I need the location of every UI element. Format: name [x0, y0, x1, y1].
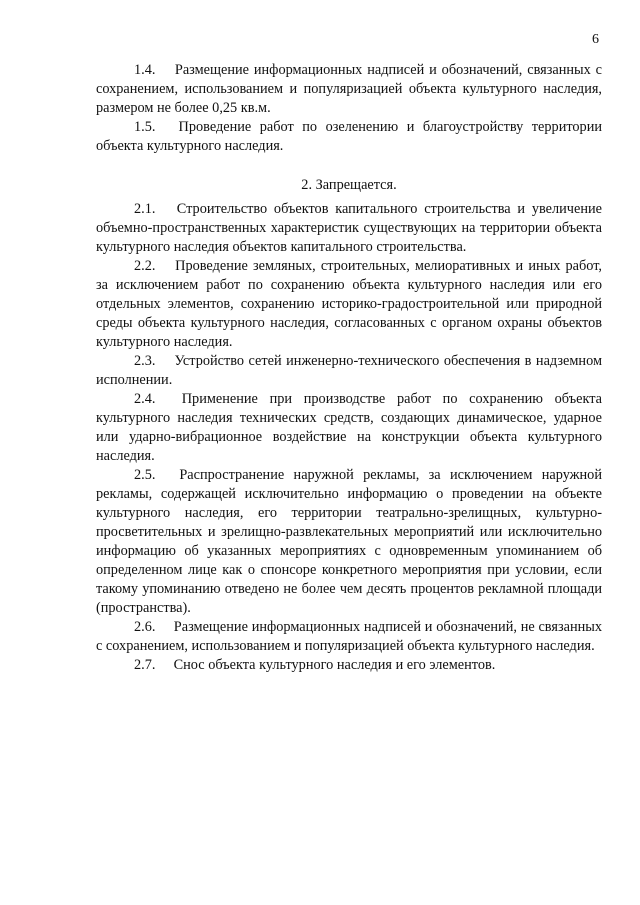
item-number: 2.3.	[134, 353, 156, 369]
list-item	[96, 257, 602, 352]
item-number: 2.6.	[134, 619, 156, 635]
list-item	[96, 466, 602, 618]
page-number: 6	[592, 32, 599, 47]
item-text: Проведение работ по озеленению и благоустройству территории объекта культурного наследия.	[96, 119, 603, 154]
list-item	[96, 118, 602, 156]
item-number: 1.4.	[134, 62, 156, 78]
list-item	[96, 390, 602, 466]
item-text: Устройство сетей инженерно-технического обеспечения в надземном исполнении.	[96, 353, 602, 388]
item-number: 2.7.	[134, 657, 156, 673]
item-number: 1.5.	[134, 119, 156, 135]
item-text: Размещение информационных надписей и обозначений, не связанных с сохранением, использованием и популяризацией объекта культурного наследия.	[96, 619, 602, 654]
list-item	[96, 61, 602, 118]
item-text: Строительство объектов капитального строительства и увеличение объемно-пространственных характеристик существующих на территории объекта культурного наследия объектов капитального строительства.	[96, 201, 602, 255]
list-item	[96, 352, 602, 390]
item-text: Применение при производстве работ по сохранению объекта культурного наследия технических средств, создающих динамическое, ударное или ударно-вибрационное воздействие на конструкции объекта культурного наследия.	[96, 391, 602, 464]
list-item	[96, 618, 602, 656]
section-heading: 2. Запрещается.	[301, 177, 397, 193]
list-item	[96, 200, 602, 257]
item-text: Проведение земляных, строительных, мелиоративных и иных работ, за исключением работ по сохранению объекта культурного наследия или его отдельных элементов, сохранению историко-градостроительной или природной среды объекта культурного наследия, согласованных с органом охраны объектов культурного наследия.	[96, 258, 602, 350]
item-number: 2.4.	[134, 391, 156, 407]
item-text: Распространение наружной рекламы, за исключением наружной рекламы, содержащей исключительно информацию о проведении на объекте культурного наследия, его территории театрально-зрелищных, культурно-просветительных и зрелищно-развлекательных мероприятий или исключительно информацию об указанных мероприятиях с одновременным упоминанием об определенном лице как о спонсоре конкретного мероприятия при условии, если такому упоминанию отведено не более чем десять процентов рекламной площади (пространства).	[96, 467, 602, 616]
item-text: Размещение информационных надписей и обозначений, связанных с сохранением, использованием и популяризацией объекта культурного наследия, размером не более 0,25 кв.м.	[96, 62, 602, 116]
item-number: 2.2.	[134, 258, 156, 274]
document-body	[96, 61, 602, 675]
item-number: 2.5.	[134, 467, 156, 483]
item-text: Снос объекта культурного наследия и его элементов.	[173, 657, 496, 673]
item-number: 2.1.	[134, 201, 156, 217]
list-item	[96, 656, 602, 675]
